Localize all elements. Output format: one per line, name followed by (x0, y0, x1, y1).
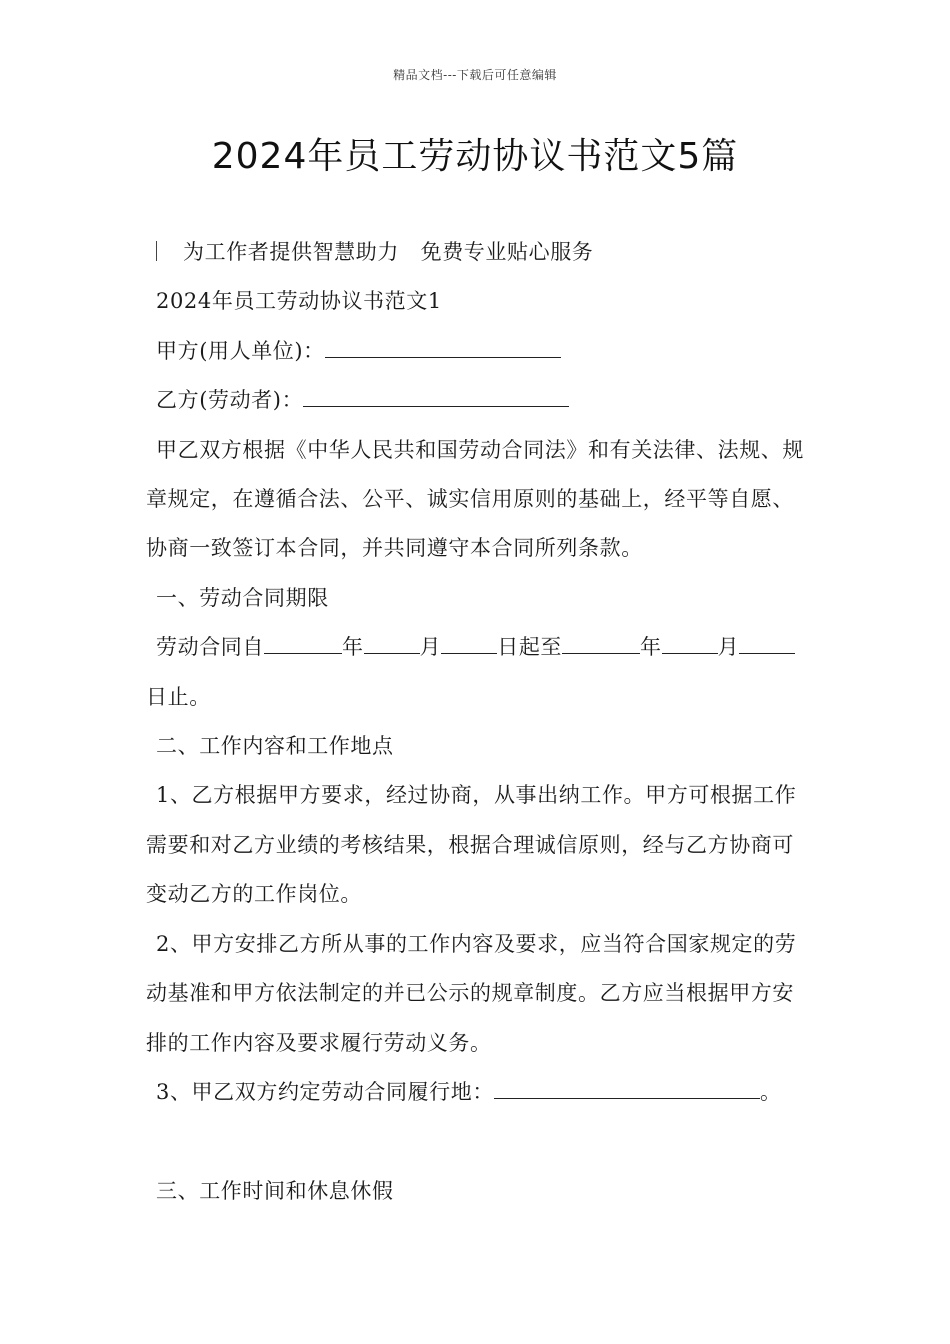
vertical-bar-icon (156, 241, 157, 261)
start-year-blank[interactable] (264, 635, 342, 654)
start-suffix: 日起至 (497, 635, 563, 660)
item3-suffix: 。 (759, 1079, 782, 1104)
party-a-line (146, 327, 808, 376)
end-month-blank[interactable] (662, 635, 718, 654)
term-end-suffix: 日止。 (146, 684, 211, 709)
spacer (146, 1117, 808, 1166)
section3-heading: 三、工作时间和休息休假 (156, 1178, 394, 1203)
preamble-paragraph: 甲乙双方根据《中华人民共和国劳动合同法》和有关法律、法规、规章规定，在遵循合法、公平、诚实信用原则的基础上，经平等自愿、协商一致签订本合同，并共同遵守本合同所列条款。 (146, 437, 804, 561)
party-a-label: 甲方(用人单位)： (156, 338, 325, 363)
month-label: 月 (419, 635, 442, 660)
start-day-blank[interactable] (441, 635, 497, 654)
month-label-2: 月 (717, 635, 740, 660)
document-body (146, 228, 808, 1216)
start-month-blank[interactable] (364, 635, 420, 654)
work-place-blank[interactable] (494, 1080, 760, 1099)
year-label: 年 (342, 635, 364, 660)
year-label-2: 年 (640, 635, 662, 660)
page-title: 2024年员工劳动协议书范文5篇 (211, 136, 739, 177)
party-a-blank[interactable] (325, 339, 561, 358)
slogan-text: 为工作者提供智慧助力 免费专业贴心服务 (183, 240, 594, 264)
term-prefix: 劳动合同自 (156, 635, 264, 660)
slogan-line (146, 228, 808, 277)
term-paragraph (146, 623, 808, 722)
party-b-blank[interactable] (303, 388, 569, 407)
item3-line (146, 1068, 808, 1117)
section2-heading: 二、工作内容和工作地点 (156, 734, 394, 759)
subtitle: 2024年员工劳动协议书范文1 (156, 289, 442, 314)
item1-paragraph: 1、乙方根据甲方要求，经过协商，从事出纳工作。甲方可根据工作需要和对乙方业绩的考核结果，根据合理诚信原则，经与乙方协商可变动乙方的工作岗位。 (146, 783, 797, 907)
section1-heading: 一、劳动合同期限 (156, 585, 329, 610)
item3-prefix: 3、甲乙双方约定劳动合同履行地： (156, 1079, 494, 1104)
header-note: 精品文档---下载后可任意编辑 (393, 68, 557, 82)
party-b-line (146, 376, 808, 425)
end-year-blank[interactable] (562, 635, 640, 654)
party-b-label: 乙方(劳动者)： (156, 388, 304, 413)
item2-paragraph: 2、甲方安排乙方所从事的工作内容及要求，应当符合国家规定的劳动基准和甲方依法制定的并已公示的规章制度。乙方应当根据甲方安排的工作内容及要求履行劳动义务。 (146, 931, 797, 1055)
end-day-blank[interactable] (739, 635, 795, 654)
